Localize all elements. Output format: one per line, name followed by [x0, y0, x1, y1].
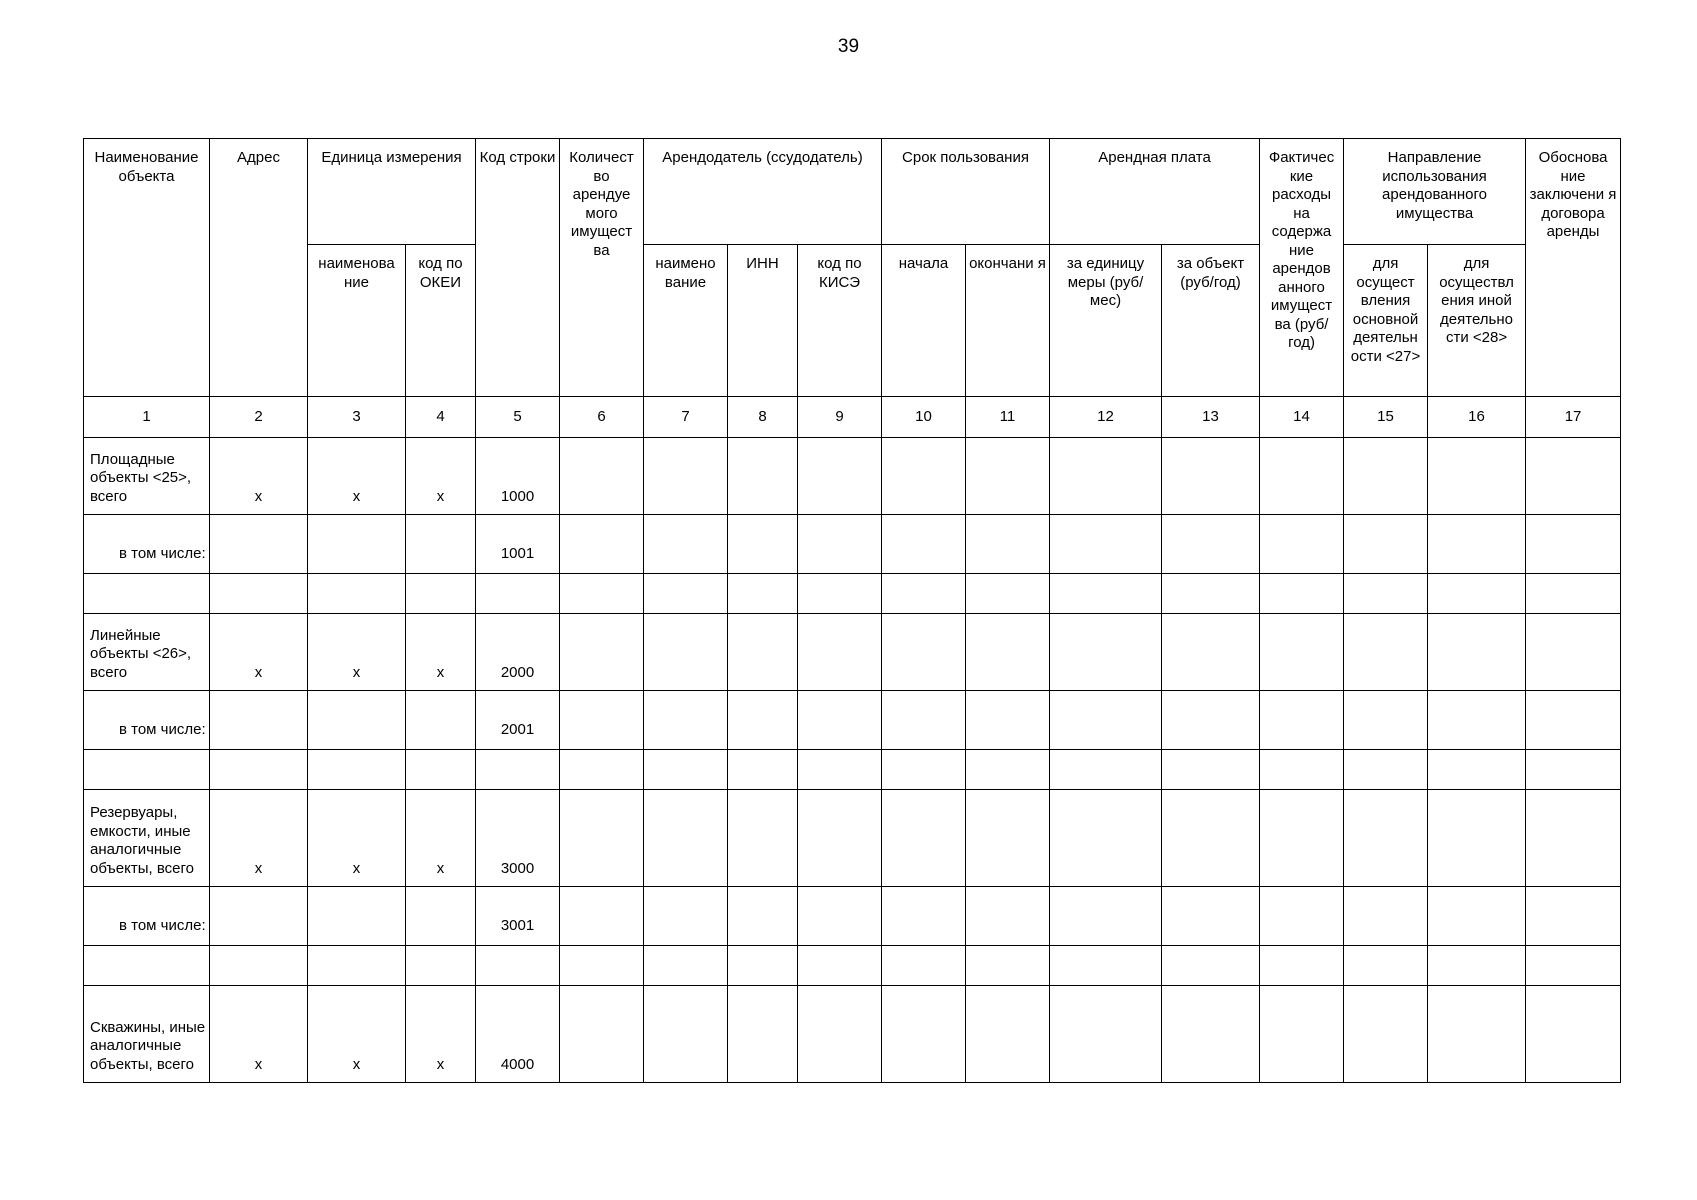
empty-cell — [560, 691, 644, 750]
empty-cell — [210, 574, 308, 614]
empty-cell — [798, 614, 882, 691]
empty-cell — [644, 614, 728, 691]
empty-cell — [1162, 614, 1260, 691]
empty-cell — [560, 887, 644, 946]
header-rent-per-unit: за единицу меры (руб/мес) — [1050, 245, 1162, 397]
empty-cell — [1526, 438, 1621, 515]
header-usage-other: для осуществл ения иной деятельно сти <28> — [1428, 245, 1526, 397]
empty-cell — [406, 515, 476, 574]
row-unit-okei: x — [406, 790, 476, 887]
table-row — [84, 614, 1621, 691]
empty-cell — [560, 750, 644, 790]
row-name: Резервуары, емкости, иные аналогичные объекты, всего — [84, 790, 210, 887]
column-number: 9 — [798, 397, 882, 438]
row-line-code: 4000 — [476, 986, 560, 1083]
empty-cell — [210, 750, 308, 790]
column-number: 10 — [882, 397, 966, 438]
empty-cell — [210, 887, 308, 946]
empty-cell — [798, 750, 882, 790]
empty-cell — [644, 574, 728, 614]
header-name: Наименование объекта — [84, 139, 210, 397]
empty-cell — [1260, 515, 1344, 574]
empty-cell — [798, 515, 882, 574]
empty-cell — [308, 946, 406, 986]
empty-cell — [1428, 574, 1526, 614]
empty-cell — [210, 515, 308, 574]
row-name: Скважины, иные аналогичные объекты, всего — [84, 986, 210, 1083]
column-number: 5 — [476, 397, 560, 438]
empty-cell — [1162, 691, 1260, 750]
empty-cell — [882, 750, 966, 790]
empty-cell — [210, 691, 308, 750]
empty-cell — [644, 887, 728, 946]
row-name: в том числе: — [84, 515, 210, 574]
empty-cell — [1162, 986, 1260, 1083]
empty-cell — [1260, 986, 1344, 1083]
empty-cell — [406, 574, 476, 614]
table-row — [84, 887, 1621, 946]
empty-cell — [644, 790, 728, 887]
empty-cell — [1526, 614, 1621, 691]
column-number: 13 — [1162, 397, 1260, 438]
empty-cell — [644, 438, 728, 515]
empty-cell — [1260, 887, 1344, 946]
empty-cell — [1526, 691, 1621, 750]
row-name: Площадные объекты <25>, всего — [84, 438, 210, 515]
header-lessor: Арендодатель (ссудодатель) — [644, 139, 882, 245]
empty-cell — [1162, 887, 1260, 946]
table-row — [84, 438, 1621, 515]
empty-cell — [1344, 750, 1428, 790]
header-lessor-kise: код по КИСЭ — [798, 245, 882, 397]
empty-cell — [1050, 438, 1162, 515]
empty-cell — [728, 986, 798, 1083]
empty-cell — [406, 750, 476, 790]
empty-cell — [1260, 790, 1344, 887]
empty-cell — [798, 986, 882, 1083]
empty-cell — [728, 691, 798, 750]
empty-cell — [1428, 946, 1526, 986]
empty-cell — [1428, 691, 1526, 750]
empty-cell — [1260, 438, 1344, 515]
empty-cell — [966, 691, 1050, 750]
empty-cell — [560, 790, 644, 887]
empty-cell — [1526, 515, 1621, 574]
empty-cell — [882, 614, 966, 691]
table-row — [84, 515, 1621, 574]
empty-cell — [560, 515, 644, 574]
header-lessor-name: наимено вание — [644, 245, 728, 397]
empty-cell — [1526, 986, 1621, 1083]
empty-cell — [882, 986, 966, 1083]
header-term: Срок пользования — [882, 139, 1050, 245]
empty-cell — [966, 750, 1050, 790]
empty-cell — [1344, 986, 1428, 1083]
header-justification: Обоснова ние заключени я договора аренды — [1526, 139, 1621, 397]
table-row — [84, 691, 1621, 750]
empty-cell — [798, 438, 882, 515]
empty-cell — [560, 946, 644, 986]
empty-cell — [728, 574, 798, 614]
empty-cell — [882, 887, 966, 946]
empty-cell — [1260, 614, 1344, 691]
empty-cell — [308, 691, 406, 750]
row-unit-name: x — [308, 790, 406, 887]
empty-cell — [1344, 887, 1428, 946]
row-address: x — [210, 614, 308, 691]
column-numbers-row — [84, 397, 1621, 438]
empty-cell — [728, 515, 798, 574]
row-name: Линейные объекты <26>, всего — [84, 614, 210, 691]
empty-cell — [966, 986, 1050, 1083]
header-line-code: Код строки — [476, 139, 560, 397]
row-address: x — [210, 438, 308, 515]
empty-cell — [728, 438, 798, 515]
empty-cell — [1526, 790, 1621, 887]
empty-cell — [1344, 574, 1428, 614]
empty-cell — [1344, 515, 1428, 574]
column-number: 14 — [1260, 397, 1344, 438]
empty-cell — [406, 887, 476, 946]
page-number: 39 — [837, 36, 860, 57]
row-line-code: 3001 — [476, 887, 560, 946]
empty-cell — [966, 515, 1050, 574]
empty-cell — [1526, 750, 1621, 790]
empty-cell — [882, 790, 966, 887]
row-unit-okei: x — [406, 986, 476, 1083]
empty-cell — [1344, 946, 1428, 986]
empty-cell — [1260, 946, 1344, 986]
column-number: 6 — [560, 397, 644, 438]
empty-cell — [966, 887, 1050, 946]
empty-cell — [1428, 438, 1526, 515]
empty-cell — [882, 438, 966, 515]
empty-cell — [644, 515, 728, 574]
header-rent: Арендная плата — [1050, 139, 1260, 245]
empty-cell — [1050, 946, 1162, 986]
empty-cell — [560, 438, 644, 515]
empty-cell — [644, 691, 728, 750]
column-number: 8 — [728, 397, 798, 438]
empty-cell — [1344, 438, 1428, 515]
empty-cell — [798, 691, 882, 750]
row-line-code: 1000 — [476, 438, 560, 515]
column-number: 4 — [406, 397, 476, 438]
header-term-start: начала — [882, 245, 966, 397]
empty-cell — [1428, 614, 1526, 691]
row-name: в том числе: — [84, 887, 210, 946]
column-number: 16 — [1428, 397, 1526, 438]
empty-cell — [1526, 887, 1621, 946]
empty-cell — [644, 986, 728, 1083]
empty-cell — [1428, 750, 1526, 790]
empty-cell — [1344, 614, 1428, 691]
empty-cell — [1050, 986, 1162, 1083]
empty-cell — [728, 614, 798, 691]
empty-cell — [210, 946, 308, 986]
empty-cell — [1526, 946, 1621, 986]
empty-cell — [966, 574, 1050, 614]
empty-cell — [1260, 691, 1344, 750]
empty-cell — [1050, 790, 1162, 887]
empty-cell — [406, 946, 476, 986]
empty-cell — [1162, 946, 1260, 986]
header-rent-per-object: за объект (руб/год) — [1162, 245, 1260, 397]
empty-cell — [1344, 691, 1428, 750]
empty-cell — [882, 691, 966, 750]
empty-cell — [966, 614, 1050, 691]
empty-cell — [406, 691, 476, 750]
empty-cell — [308, 574, 406, 614]
empty-cell — [1428, 887, 1526, 946]
row-line-code: 2001 — [476, 691, 560, 750]
empty-cell — [644, 750, 728, 790]
column-number: 1 — [84, 397, 210, 438]
empty-cell — [728, 750, 798, 790]
empty-cell — [966, 438, 1050, 515]
empty-cell — [476, 946, 560, 986]
row-unit-name: x — [308, 438, 406, 515]
empty-cell — [798, 946, 882, 986]
row-unit-name: x — [308, 614, 406, 691]
row-line-code: 2000 — [476, 614, 560, 691]
rental-property-table — [83, 138, 1621, 1083]
column-number: 2 — [210, 397, 308, 438]
header-unit-name: наименова ние — [308, 245, 406, 397]
header-unit: Единица измерения — [308, 139, 476, 245]
header-lessor-inn: ИНН — [728, 245, 798, 397]
empty-cell — [476, 750, 560, 790]
table-row-empty — [84, 574, 1621, 614]
header-actual-costs: Фактичес кие расходы на содержа ние арендов анного имущест ва (руб/год) — [1260, 139, 1344, 397]
row-unit-name: x — [308, 986, 406, 1083]
empty-cell — [1260, 574, 1344, 614]
column-number: 3 — [308, 397, 406, 438]
empty-cell — [882, 574, 966, 614]
empty-cell — [1050, 574, 1162, 614]
column-number: 17 — [1526, 397, 1621, 438]
empty-cell — [1428, 986, 1526, 1083]
empty-cell — [728, 946, 798, 986]
row-address: x — [210, 790, 308, 887]
empty-cell — [882, 515, 966, 574]
empty-cell — [728, 887, 798, 946]
header-term-end: окончани я — [966, 245, 1050, 397]
table-row-empty — [84, 750, 1621, 790]
empty-cell — [1428, 515, 1526, 574]
header-quantity: Количест во арендуе мого имущест ва — [560, 139, 644, 397]
header-unit-okei: код по ОКЕИ — [406, 245, 476, 397]
column-number: 15 — [1344, 397, 1428, 438]
empty-cell — [1050, 750, 1162, 790]
column-number: 7 — [644, 397, 728, 438]
empty-cell — [560, 986, 644, 1083]
empty-cell — [798, 790, 882, 887]
empty-cell — [1526, 574, 1621, 614]
header-usage-main: для осущест вления основной деятельн ости <27> — [1344, 245, 1428, 397]
empty-cell — [1050, 515, 1162, 574]
empty-cell — [966, 790, 1050, 887]
row-line-code: 3000 — [476, 790, 560, 887]
empty-cell — [798, 574, 882, 614]
empty-cell — [728, 790, 798, 887]
empty-cell — [476, 574, 560, 614]
row-unit-okei: x — [406, 614, 476, 691]
empty-cell — [308, 515, 406, 574]
empty-cell — [1260, 750, 1344, 790]
empty-cell — [1162, 438, 1260, 515]
empty-cell — [1162, 750, 1260, 790]
column-number: 12 — [1050, 397, 1162, 438]
empty-cell — [560, 574, 644, 614]
empty-cell — [1428, 790, 1526, 887]
empty-cell — [1162, 515, 1260, 574]
empty-cell — [1162, 574, 1260, 614]
row-unit-okei: x — [406, 438, 476, 515]
table-row — [84, 986, 1621, 1083]
empty-cell — [644, 946, 728, 986]
row-address: x — [210, 986, 308, 1083]
empty-cell — [1050, 691, 1162, 750]
empty-cell — [1050, 887, 1162, 946]
table-row — [84, 790, 1621, 887]
empty-cell — [1162, 790, 1260, 887]
header-address: Адрес — [210, 139, 308, 397]
column-number: 11 — [966, 397, 1050, 438]
empty-cell — [1344, 790, 1428, 887]
row-name: в том числе: — [84, 691, 210, 750]
empty-cell — [84, 750, 210, 790]
empty-cell — [798, 887, 882, 946]
header-usage: Направление использования арендованного имущества — [1344, 139, 1526, 245]
empty-cell — [966, 946, 1050, 986]
empty-cell — [308, 887, 406, 946]
row-line-code: 1001 — [476, 515, 560, 574]
empty-cell — [560, 614, 644, 691]
table-row-empty — [84, 946, 1621, 986]
empty-cell — [308, 750, 406, 790]
empty-cell — [84, 574, 210, 614]
empty-cell — [1050, 614, 1162, 691]
empty-cell — [882, 946, 966, 986]
empty-cell — [84, 946, 210, 986]
